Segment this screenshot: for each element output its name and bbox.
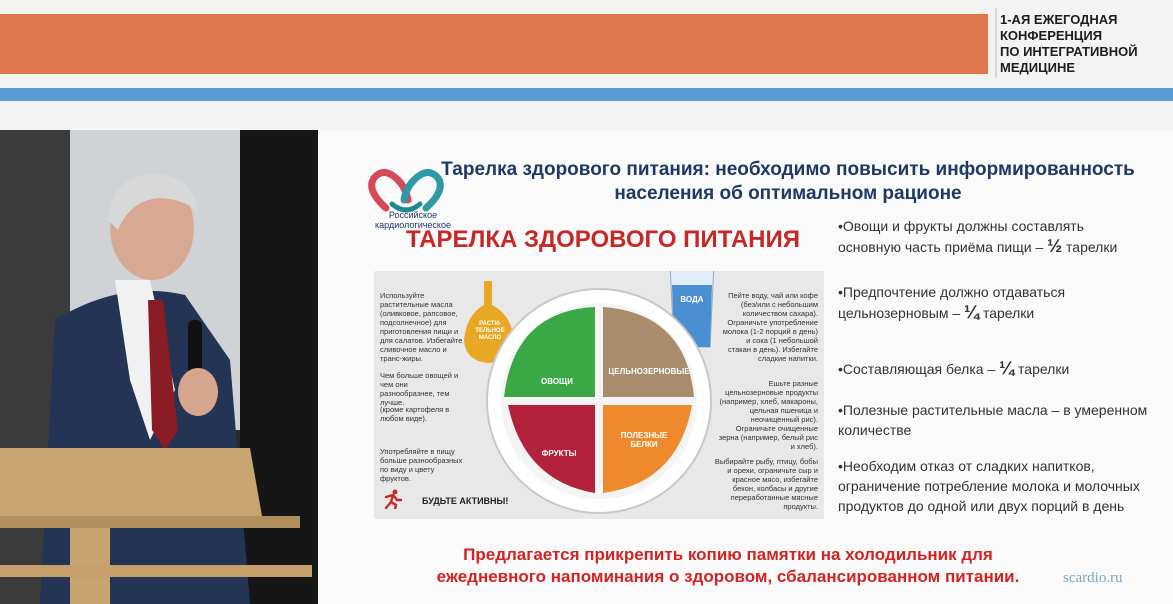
vegetables-label: ОВОЩИ	[541, 377, 573, 386]
logo-caption: Российское кардиологическое	[375, 210, 451, 230]
bullet-text: •Овощи и фрукты должны составлять основную часть приёма пищи –	[838, 218, 1085, 255]
fraction: ¼	[964, 302, 980, 322]
fraction: ¼	[999, 358, 1015, 378]
header-blue-band	[0, 88, 1173, 101]
bullet-text: •Необходим отказ от сладких напитков, ограничение потребление молока и молочных продуктов до одной или двух порций в день	[838, 458, 1140, 514]
site-watermark: scardio.ru	[1063, 570, 1123, 586]
slide-title: Тарелка здорового питания: необходимо повысить информированность населения об оптимальном рационе	[441, 159, 1135, 204]
bullet-text: •Предпочтение должно отдаваться цельнозерновым –	[838, 284, 1066, 321]
bullet-sweet-drinks	[838, 456, 1148, 516]
fruits-label: ФРУКТЫ	[541, 449, 577, 458]
note-potato: (кроме картофеля в любом виде).	[380, 405, 450, 423]
speaker-video	[0, 130, 318, 604]
protein-label: ПОЛЕЗНЫЕ БЕЛКИ	[620, 431, 668, 449]
oil-label: РАСТИ-ТЕЛЬНОЕ МАСЛО	[475, 321, 505, 341]
running-person-icon	[382, 489, 402, 509]
bullet-oils	[838, 400, 1148, 440]
bullet-vegetables-fruits	[838, 216, 1148, 257]
water-label: ВОДА	[680, 295, 704, 304]
plate-heading: ТАРЕЛКА ЗДОРОВОГО ПИТАНИЯ	[406, 226, 800, 253]
bullet-suffix: тарелки	[982, 305, 1035, 321]
speaker-scene	[0, 130, 318, 604]
fraction: ½	[1047, 236, 1063, 256]
plate-infographic	[374, 271, 824, 519]
note-fruits: Употребляйте в пищу больше разнообразных по виду и цвету фруктов.	[380, 447, 463, 483]
bullet-text: •Полезные растительные масла – в умеренном количестве	[838, 402, 1148, 438]
note-grains: Ешьте разные цельнозерновые продукты (например, хлеб, макароны, цельная пшеница и неочищенный рис). Ограничьте очищенные зерна (например, белый рис и хлеб).	[718, 379, 818, 451]
bullet-text: •Составляющая белка –	[838, 361, 996, 377]
header-divider	[995, 8, 997, 78]
header-orange-band	[0, 14, 988, 74]
bullet-suffix: тарелки	[1066, 239, 1118, 255]
note-water: Пейте воду, чай или кофе (без/или с небольшим количеством сахара). Ограничьте употребление молока (1-2 порций в день) и сока (1 небольшой стакан в день). Избегайте сладкие напитки.	[722, 291, 818, 363]
bullet-wholegrain	[838, 282, 1148, 323]
be-active-label: БУДЬТЕ АКТИВНЫ!	[422, 496, 509, 506]
grains-label: ЦЕЛЬНОЗЕРНОВЫЕ	[608, 367, 690, 376]
conference-title: 1-АЯ ЕЖЕГОДНАЯ КОНФЕРЕНЦИЯ ПО ИНТЕГРАТИВНОЙ МЕДИЦИНЕ	[1000, 12, 1138, 75]
bullet-suffix: тарелки	[1018, 361, 1070, 377]
note-oil: Используйте растительные масла (оливковое, рапсовое, подсолнечное) для приготовления пищи и для салатов. Избегайте сливочное масло и транс-жиры.	[380, 291, 463, 363]
presentation-slide	[318, 130, 1173, 604]
note-protein: Выбирайте рыбу, птицу, бобы и орехи, ограничьте сыр и красное мясо, избегайте бекон, колбасы и другие переработанные мясные продукты.	[714, 457, 818, 511]
note-vegetables: Чем больше овощей и чем они разнообразнее, тем лучше.	[380, 371, 459, 407]
bullet-protein	[838, 358, 1148, 379]
bottom-recommendation: Предлагается прикрепить копию памятки на холодильник для ежедневного напоминания о здоровом, сбалансированном питании.	[436, 545, 1020, 586]
